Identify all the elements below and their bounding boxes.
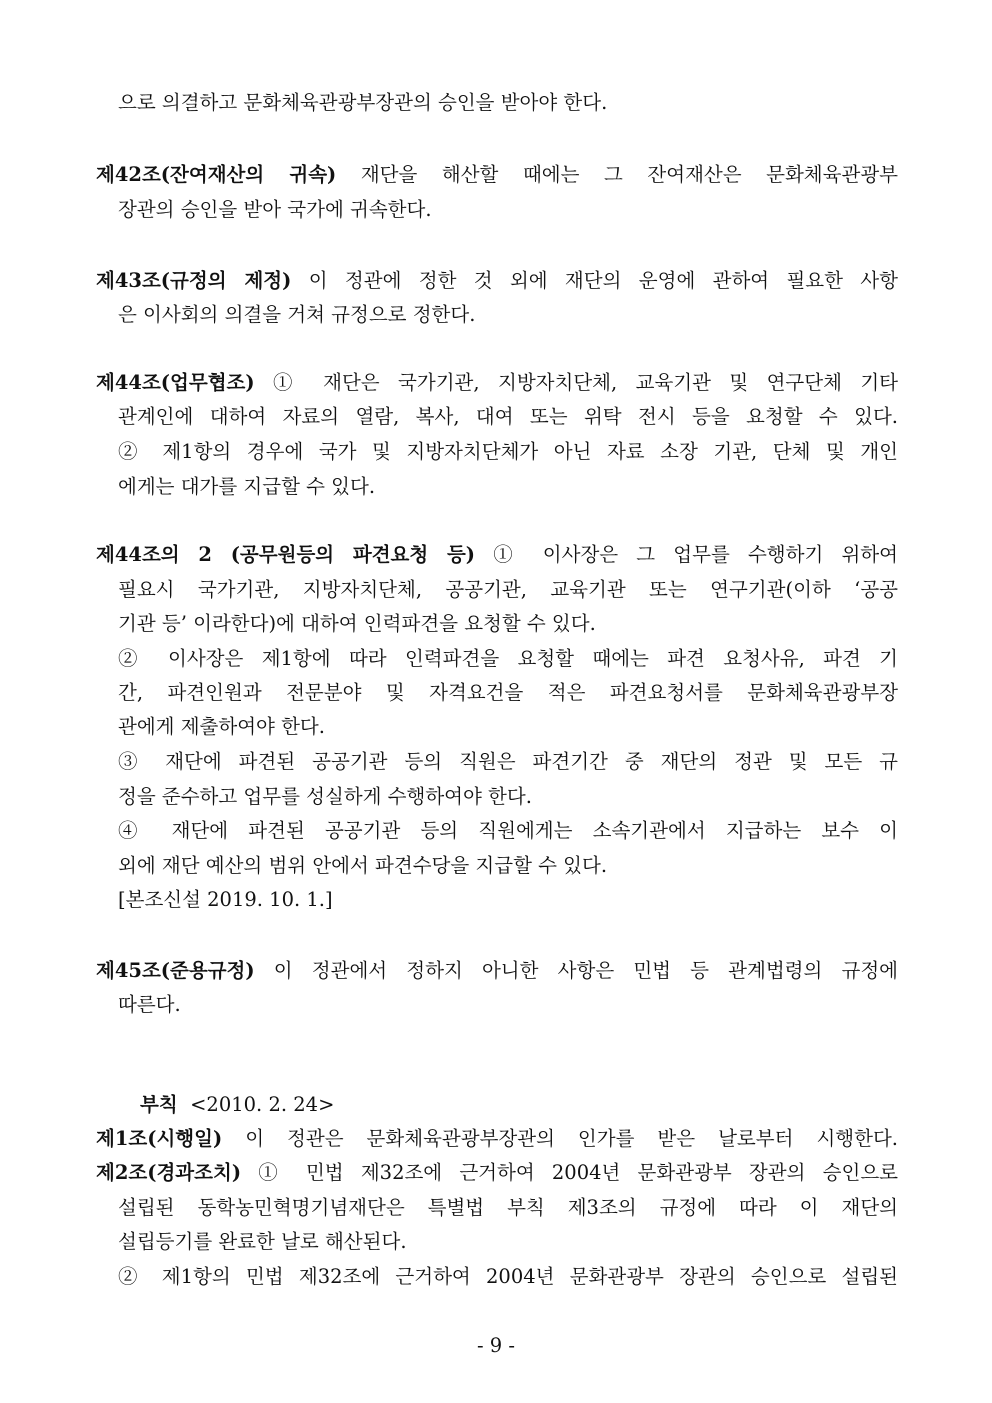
article-43-line-1: 제43조(규정의 제정) 이 정관에 정한 것 외에 재단의 운영에 관하여 필요한 사항 — [96, 269, 898, 292]
appendix-article-1: 제1조(시행일) 이 정관은 문화체육관광부장관의 인가를 받은 날로부터 시행한다. — [96, 1127, 898, 1150]
article-45-line-2: 따른다. — [118, 993, 181, 1016]
appendix-article-2-line-4: ② 제1항의 민법 제32조에 근거하여 2004년 문화관광부 장관의 승인으로 설립된 — [118, 1265, 898, 1288]
article-43-heading: 제43조(규정의 제정) — [96, 269, 292, 292]
article-44-line-2: 관계인에 대하여 자료의 열람, 복사, 대여 또는 위탁 전시 등을 요청할 수 있다. — [118, 405, 898, 428]
appendix-date: <2010. 2. 24> — [190, 1093, 335, 1116]
article-43-line-2: 은 이사회의 의결을 거쳐 규정으로 정한다. — [118, 303, 476, 326]
appendix-title: 부칙 <2010. 2. 24> — [140, 1093, 335, 1116]
article-44-line-3: ② 제1항의 경우에 국가 및 지방자치단체가 아닌 자료 소장 기관, 단체 및 개인 — [118, 440, 898, 463]
article-44-2-line-9: ④ 재단에 파견된 공공기관 등의 직원에게는 소속기관에서 지급하는 보수 이 — [118, 819, 898, 842]
article-42-heading: 제42조(잔여재산의 귀속) — [96, 163, 337, 186]
article-44-2-line-6: 관에게 제출하여야 한다. — [118, 715, 325, 738]
article-45-heading: 제45조(준용규정) — [96, 959, 255, 982]
article-44-2-heading: 제44조의 2 (공무원등의 파견요청 등) — [96, 543, 476, 566]
article-44-heading: 제44조(업무협조) — [96, 371, 255, 394]
article-44-2-line-8: 정을 준수하고 업무를 성실하게 수행하여야 한다. — [118, 785, 532, 808]
amendment-note: [본조신설 2019. 10. 1.] — [118, 888, 333, 911]
article-42-line-1: 제42조(잔여재산의 귀속) 재단을 해산할 때에는 그 잔여재산은 문화체육관광부 — [96, 163, 898, 186]
article-41-continuation: 으로 의결하고 문화체육관광부장관의 승인을 받아야 한다. — [118, 91, 608, 114]
appendix-article-2-line-1: 제2조(경과조치) ① 민법 제32조에 근거하여 2004년 문화관광부 장관의 승인으로 — [96, 1161, 898, 1184]
article-44-2-line-5: 간, 파견인원과 전문분야 및 자격요건을 적은 파견요청서를 문화체육관광부장 — [118, 681, 898, 704]
appendix-article-2-heading: 제2조(경과조치) — [96, 1161, 242, 1184]
article-44-2-line-2: 필요시 국가기관, 지방자치단체, 공공기관, 교육기관 또는 연구기관(이하 ‘공공 — [118, 578, 898, 601]
article-44-2-line-1: 제44조의 2 (공무원등의 파견요청 등) ① 이사장은 그 업무를 수행하기 위하여 — [96, 543, 898, 566]
article-44-2-line-10: 외에 재단 예산의 범위 안에서 파견수당을 지급할 수 있다. — [118, 854, 608, 877]
article-44-line-1: 제44조(업무협조) ① 재단은 국가기관, 지방자치단체, 교육기관 및 연구단체 기타 — [96, 371, 899, 394]
appendix-article-2-line-3: 설립등기를 완료한 날로 해산된다. — [118, 1230, 407, 1253]
page-number: - 9 - — [477, 1334, 515, 1357]
article-44-2-line-3: 기관 등’ 이라한다)에 대하여 인력파견을 요청할 수 있다. — [118, 612, 596, 635]
article-44-2-line-4: ② 이사장은 제1항에 따라 인력파견을 요청할 때에는 파견 요청사유, 파견 기 — [118, 647, 898, 670]
article-45-line-1: 제45조(준용규정) 이 정관에서 정하지 아니한 사항은 민법 등 관계법령의 규정에 — [96, 959, 899, 982]
article-44-2-line-7: ③ 재단에 파견된 공공기관 등의 직원은 파견기간 중 재단의 정관 및 모든 규 — [118, 750, 898, 773]
appendix-article-2-line-2: 설립된 동학농민혁명기념재단은 특별법 부칙 제3조의 규정에 따라 이 재단의 — [118, 1196, 898, 1219]
appendix-article-1-heading: 제1조(시행일) — [96, 1127, 223, 1150]
article-42-line-2: 장관의 승인을 받아 국가에 귀속한다. — [118, 198, 432, 221]
article-44-line-4: 에게는 대가를 지급할 수 있다. — [118, 475, 376, 498]
